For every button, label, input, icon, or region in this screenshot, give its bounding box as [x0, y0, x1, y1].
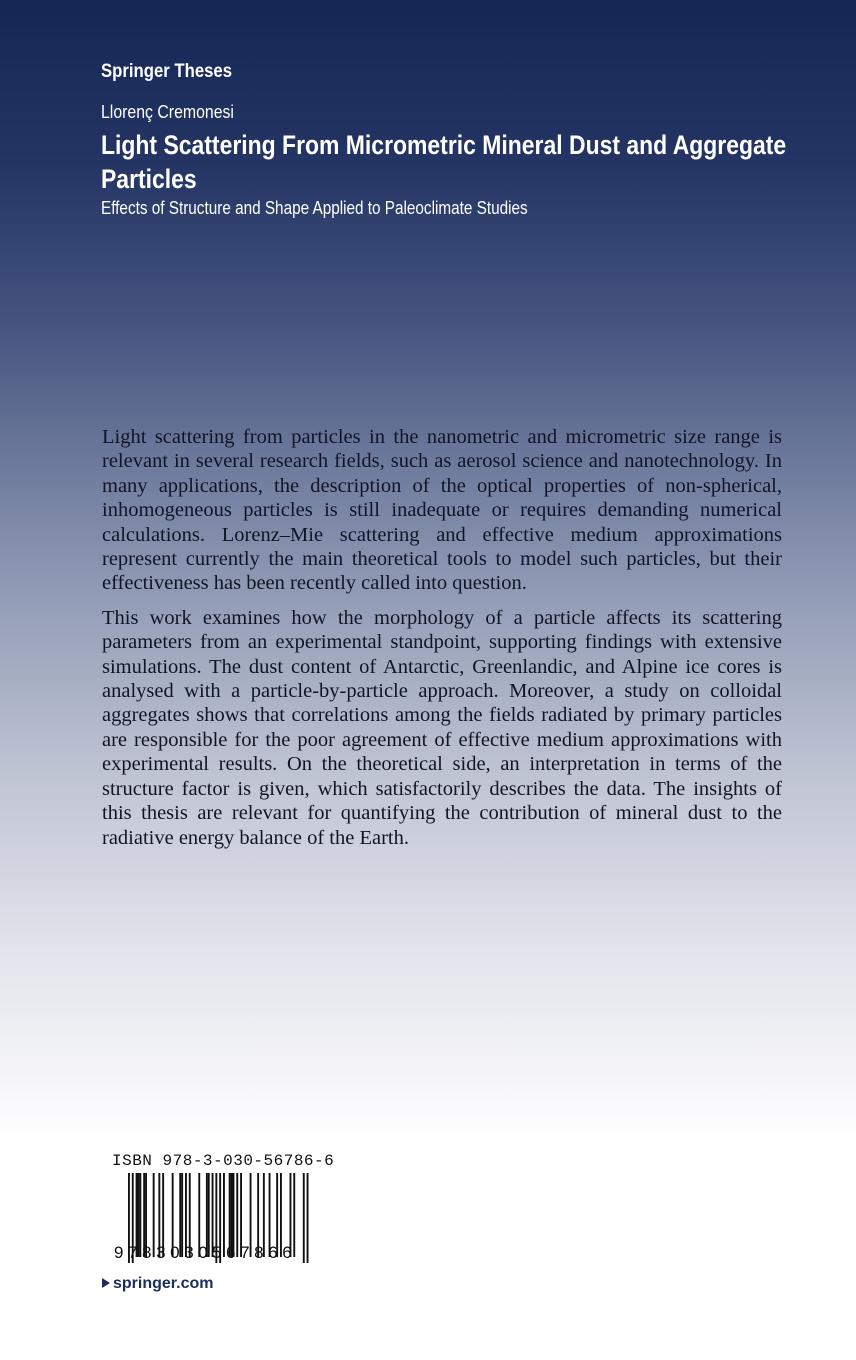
publisher-website-link[interactable] — [102, 1275, 213, 1293]
series-name: Springer Theses — [101, 61, 233, 82]
arrow-right-icon — [102, 1278, 110, 1288]
barcode-digits-group-2: 567866 — [212, 1243, 297, 1262]
book-title-line-1: Light Scattering From Micrometric Mineral Dust and Aggregate — [101, 130, 787, 160]
barcode-bar — [303, 1173, 305, 1263]
barcode-bar — [307, 1173, 309, 1263]
book-subtitle: Effects of Structure and Shape Applied to Paleoclimate Studies — [101, 198, 528, 218]
isbn-label: ISBN 978-3-030-56786-6 — [112, 1152, 335, 1170]
book-title-line-2: Particles — [101, 164, 197, 194]
isbn-barcode-block — [112, 1152, 334, 1263]
publisher-website-text: springer.com — [113, 1275, 214, 1292]
barcode-digits-group-1: 783030 — [128, 1243, 213, 1262]
author-name: Llorenç Cremonesi — [101, 102, 234, 122]
abstract-paragraph-2: This work examines how the morphology of a particle affects its scattering parameters from an experimental standpoint, supporting findings with extensive simulations. The dust content of Antarctic, Greenlandic, and Alpine ice cores is analysed with a particle-by-particle approach. Moreover, a study on colloidal aggregates shows that correlations among the fields radiated by primary particles are responsible for the poor agreement of effective medium approximations with experimental results. On the theoretical side, an interpretation in terms of the structure factor is given, which satisfactorily describes the data. The insights of this thesis are relevant for quantifying the contribution of mineral dust to the radiative energy balance of the Earth. — [102, 606, 782, 849]
abstract — [102, 425, 782, 860]
barcode-digit-first: 9 — [114, 1243, 124, 1262]
abstract-paragraph-1: Light scattering from particles in the nanometric and micrometric size range is relevant in several research fields, such as aerosol science and nanotechnology. In many applications, the description of the optical properties of non-spherical, inhomogeneous particles is still inadequate or requires demanding numerical calculations. Lorenz–Mie scattering and effective medium approximations represent currently the main theoretical tools to model such particles, but their effectiveness has been recently called into question. — [102, 426, 782, 595]
book-title — [101, 128, 787, 196]
